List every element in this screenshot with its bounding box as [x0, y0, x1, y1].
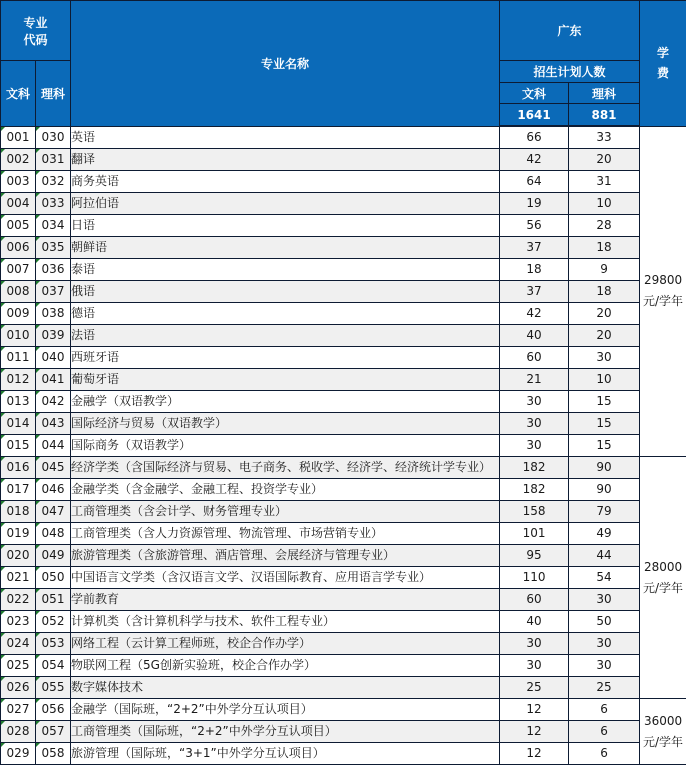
table-row — [1, 413, 686, 435]
major-name-cell: 工商管理类（含人力资源管理、物流管理、市场营销专业） — [71, 523, 500, 545]
plan-li-cell: 6 — [569, 743, 640, 765]
plan-wen-cell: 110 — [500, 567, 569, 589]
major-name-cell: 金融学（国际班，“2+2”中外学分互认项目） — [71, 699, 500, 721]
major-name-cell: 葡萄牙语 — [71, 369, 500, 391]
major-name-cell: 学前教育 — [71, 589, 500, 611]
wen-code-cell: 025 — [1, 655, 36, 677]
major-name-cell: 翻译 — [71, 149, 500, 171]
plan-wen-cell: 182 — [500, 457, 569, 479]
major-name-cell: 网络工程（云计算工程师班，校企合作办学） — [71, 633, 500, 655]
plan-wen-cell: 60 — [500, 589, 569, 611]
li-code-cell: 038 — [36, 303, 71, 325]
plan-li-cell: 25 — [569, 677, 640, 699]
wen-code-cell: 008 — [1, 281, 36, 303]
li-code-cell: 052 — [36, 611, 71, 633]
table-row — [1, 171, 686, 193]
table-row — [1, 655, 686, 677]
plan-li-cell: 18 — [569, 237, 640, 259]
plan-li-cell: 18 — [569, 281, 640, 303]
li-code-cell: 034 — [36, 215, 71, 237]
li-code-cell: 040 — [36, 347, 71, 369]
major-name-cell: 国际经济与贸易（双语教学） — [71, 413, 500, 435]
plan-wen-cell: 40 — [500, 611, 569, 633]
li-code-cell: 044 — [36, 435, 71, 457]
wen-code-cell: 007 — [1, 259, 36, 281]
plan-wen-cell: 19 — [500, 193, 569, 215]
li-code-cell: 042 — [36, 391, 71, 413]
plan-li-cell: 30 — [569, 589, 640, 611]
plan-wen-cell: 37 — [500, 237, 569, 259]
major-name-cell: 旅游管理（国际班，“3+1”中外学分互认项目） — [71, 743, 500, 765]
li-code-cell: 046 — [36, 479, 71, 501]
table-row — [1, 501, 686, 523]
li-code-cell: 051 — [36, 589, 71, 611]
plan-header: 招生计划人数 — [500, 61, 640, 83]
li-code-cell: 030 — [36, 126, 71, 149]
plan-li-cell: 44 — [569, 545, 640, 567]
tuition-unit: 元/学年 — [643, 734, 684, 749]
tuition-cell — [640, 699, 686, 765]
li-code-cell: 050 — [36, 567, 71, 589]
wen-code-cell: 014 — [1, 413, 36, 435]
li-code-cell: 036 — [36, 259, 71, 281]
major-name-cell: 朝鲜语 — [71, 237, 500, 259]
wen-code-cell: 002 — [1, 149, 36, 171]
plan-li-cell: 90 — [569, 457, 640, 479]
plan-li-cell: 20 — [569, 303, 640, 325]
plan-wen-cell: 25 — [500, 677, 569, 699]
wen-code-cell: 012 — [1, 369, 36, 391]
plan-wen-cell: 30 — [500, 435, 569, 457]
tuition-unit: 元/学年 — [643, 580, 684, 595]
wen-code-cell: 026 — [1, 677, 36, 699]
plan-li-cell: 9 — [569, 259, 640, 281]
table-row — [1, 325, 686, 347]
wen-code-cell: 011 — [1, 347, 36, 369]
total-li: 881 — [569, 104, 640, 127]
wen-code-cell: 005 — [1, 215, 36, 237]
major-name-cell: 法语 — [71, 325, 500, 347]
plan-wen-cell: 18 — [500, 259, 569, 281]
tuition-amount: 29800 — [643, 273, 683, 288]
major-name-header: 专业名称 — [71, 1, 500, 127]
table-row — [1, 369, 686, 391]
plan-li-cell: 20 — [569, 325, 640, 347]
table-row — [1, 589, 686, 611]
major-name-cell: 数字媒体技术 — [71, 677, 500, 699]
plan-wen-cell: 101 — [500, 523, 569, 545]
table-row — [1, 721, 686, 743]
major-code-header-line1: 专业 — [23, 15, 48, 30]
li-code-cell: 049 — [36, 545, 71, 567]
major-name-cell: 商务英语 — [71, 171, 500, 193]
wen-code-cell: 003 — [1, 171, 36, 193]
plan-wen-cell: 64 — [500, 171, 569, 193]
plan-wen-cell: 95 — [500, 545, 569, 567]
wen-code-cell: 022 — [1, 589, 36, 611]
li-code-cell: 033 — [36, 193, 71, 215]
table-row — [1, 215, 686, 237]
plan-li-header: 理科 — [569, 83, 640, 104]
plan-li-cell: 6 — [569, 721, 640, 743]
plan-li-cell: 79 — [569, 501, 640, 523]
wen-code-cell: 004 — [1, 193, 36, 215]
table-row — [1, 611, 686, 633]
wen-code-cell: 013 — [1, 391, 36, 413]
plan-li-cell: 31 — [569, 171, 640, 193]
wen-code-cell: 023 — [1, 611, 36, 633]
plan-wen-cell: 21 — [500, 369, 569, 391]
table-row — [1, 435, 686, 457]
tuition-amount: 28000 — [643, 559, 683, 574]
table-row — [1, 281, 686, 303]
li-code-cell: 045 — [36, 457, 71, 479]
table-row — [1, 391, 686, 413]
major-name-cell: 物联网工程（5G创新实验班，校企合作办学） — [71, 655, 500, 677]
wen-code-cell: 018 — [1, 501, 36, 523]
li-code-cell: 057 — [36, 721, 71, 743]
major-name-cell: 泰语 — [71, 259, 500, 281]
table-row — [1, 545, 686, 567]
table-row — [1, 523, 686, 545]
tuition-header-line2: 费 — [657, 66, 670, 81]
li-code-cell: 031 — [36, 149, 71, 171]
plan-wen-cell: 12 — [500, 699, 569, 721]
wen-code-cell: 019 — [1, 523, 36, 545]
li-code-cell: 035 — [36, 237, 71, 259]
tuition-amount: 36000 — [643, 713, 683, 728]
wen-code-cell: 021 — [1, 567, 36, 589]
table-row — [1, 743, 686, 765]
plan-li-cell: 30 — [569, 633, 640, 655]
table-row — [1, 699, 686, 721]
wen-code-cell: 028 — [1, 721, 36, 743]
tuition-header — [640, 1, 686, 127]
table-row — [1, 677, 686, 699]
plan-li-cell: 10 — [569, 369, 640, 391]
plan-li-cell: 15 — [569, 435, 640, 457]
li-code-cell: 055 — [36, 677, 71, 699]
wen-code-cell: 006 — [1, 237, 36, 259]
major-name-cell: 金融学类（含金融学、金融工程、投资学专业） — [71, 479, 500, 501]
major-code-header — [1, 1, 71, 61]
major-name-cell: 经济学类（含国际经济与贸易、电子商务、税收学、经济学、经济统计学专业） — [71, 457, 500, 479]
plan-wen-cell: 158 — [500, 501, 569, 523]
plan-wen-cell: 182 — [500, 479, 569, 501]
plan-wen-cell: 30 — [500, 633, 569, 655]
major-name-cell: 英语 — [71, 126, 500, 149]
major-name-cell: 日语 — [71, 215, 500, 237]
plan-li-cell: 28 — [569, 215, 640, 237]
table-row — [1, 479, 686, 501]
li-code-cell: 048 — [36, 523, 71, 545]
major-name-cell: 中国语言文学类（含汉语言文学、汉语国际教育、应用语言学专业） — [71, 567, 500, 589]
li-code-cell: 054 — [36, 655, 71, 677]
plan-li-cell: 10 — [569, 193, 640, 215]
plan-li-cell: 50 — [569, 611, 640, 633]
plan-li-cell: 49 — [569, 523, 640, 545]
li-code-header: 理科 — [36, 61, 71, 127]
total-wen: 1641 — [500, 104, 569, 127]
table-row — [1, 567, 686, 589]
li-code-cell: 047 — [36, 501, 71, 523]
table-row — [1, 149, 686, 171]
major-code-header-line2: 代码 — [23, 32, 48, 47]
wen-code-cell: 001 — [1, 126, 36, 149]
wen-code-cell: 017 — [1, 479, 36, 501]
plan-wen-cell: 30 — [500, 655, 569, 677]
tuition-unit: 元/学年 — [643, 294, 684, 309]
li-code-cell: 037 — [36, 281, 71, 303]
plan-wen-cell: 66 — [500, 126, 569, 149]
major-name-cell: 西班牙语 — [71, 347, 500, 369]
wen-code-cell: 009 — [1, 303, 36, 325]
tuition-header-line1: 学 — [657, 45, 670, 60]
major-name-cell: 国际商务（双语教学） — [71, 435, 500, 457]
wen-code-cell: 016 — [1, 457, 36, 479]
plan-li-cell: 15 — [569, 413, 640, 435]
major-name-cell: 计算机类（含计算机科学与技术、软件工程专业） — [71, 611, 500, 633]
table-row — [1, 303, 686, 325]
table-row — [1, 193, 686, 215]
plan-li-cell: 30 — [569, 655, 640, 677]
plan-wen-cell: 40 — [500, 325, 569, 347]
plan-li-cell: 15 — [569, 391, 640, 413]
major-name-cell: 俄语 — [71, 281, 500, 303]
li-code-cell: 039 — [36, 325, 71, 347]
plan-wen-cell: 12 — [500, 721, 569, 743]
li-code-cell: 053 — [36, 633, 71, 655]
li-code-cell: 056 — [36, 699, 71, 721]
table-row — [1, 347, 686, 369]
plan-wen-cell: 37 — [500, 281, 569, 303]
wen-code-cell: 015 — [1, 435, 36, 457]
wen-code-cell: 029 — [1, 743, 36, 765]
wen-code-header: 文科 — [1, 61, 36, 127]
wen-code-cell: 020 — [1, 545, 36, 567]
province-header: 广东 — [500, 1, 640, 61]
table-row — [1, 259, 686, 281]
wen-code-cell: 027 — [1, 699, 36, 721]
plan-wen-cell: 42 — [500, 149, 569, 171]
table-row — [1, 237, 686, 259]
major-name-cell: 工商管理类（国际班，“2+2”中外学分互认项目） — [71, 721, 500, 743]
plan-li-cell: 30 — [569, 347, 640, 369]
table-row — [1, 457, 686, 479]
plan-wen-cell: 12 — [500, 743, 569, 765]
plan-wen-cell: 30 — [500, 391, 569, 413]
major-name-cell: 德语 — [71, 303, 500, 325]
plan-li-cell: 20 — [569, 149, 640, 171]
plan-wen-cell: 30 — [500, 413, 569, 435]
major-name-cell: 工商管理类（含会计学、财务管理专业） — [71, 501, 500, 523]
major-name-cell: 金融学（双语教学） — [71, 391, 500, 413]
table-body — [1, 126, 686, 765]
li-code-cell: 041 — [36, 369, 71, 391]
major-name-cell: 阿拉伯语 — [71, 193, 500, 215]
plan-li-cell: 6 — [569, 699, 640, 721]
tuition-cell — [640, 126, 686, 457]
tuition-cell — [640, 457, 686, 699]
major-name-cell: 旅游管理类（含旅游管理、酒店管理、会展经济与管理专业） — [71, 545, 500, 567]
plan-li-cell: 33 — [569, 126, 640, 149]
li-code-cell: 043 — [36, 413, 71, 435]
plan-wen-cell: 42 — [500, 303, 569, 325]
wen-code-cell: 024 — [1, 633, 36, 655]
plan-li-cell: 54 — [569, 567, 640, 589]
table-row — [1, 633, 686, 655]
plan-li-cell: 90 — [569, 479, 640, 501]
table-header — [1, 1, 686, 127]
plan-wen-cell: 60 — [500, 347, 569, 369]
table-row — [1, 126, 686, 149]
li-code-cell: 032 — [36, 171, 71, 193]
li-code-cell: 058 — [36, 743, 71, 765]
plan-wen-cell: 56 — [500, 215, 569, 237]
wen-code-cell: 010 — [1, 325, 36, 347]
plan-wen-header: 文科 — [500, 83, 569, 104]
